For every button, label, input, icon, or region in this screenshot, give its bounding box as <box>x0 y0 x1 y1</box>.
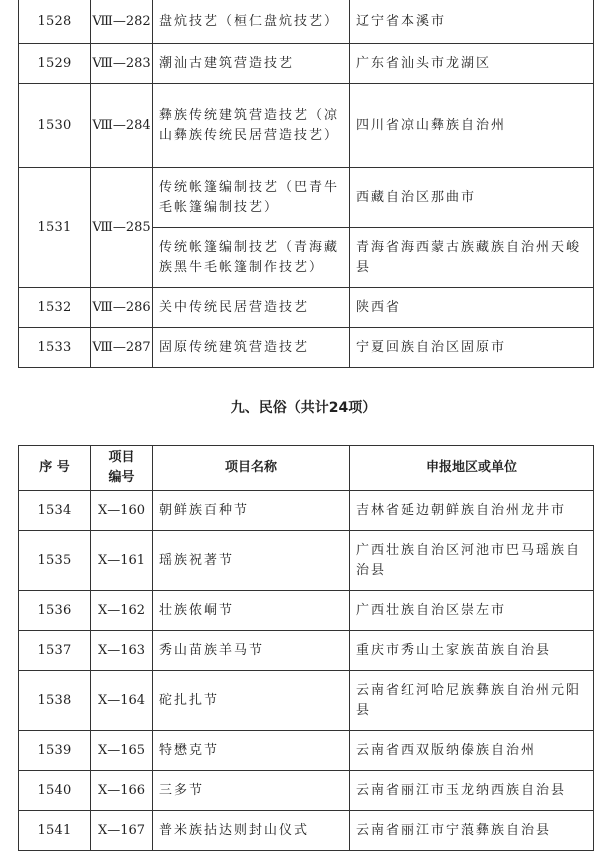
project-code: Ⅷ—283 <box>91 44 153 84</box>
table-row <box>19 631 594 671</box>
project-code: Ⅷ—286 <box>91 288 153 328</box>
declaring-region: 云南省西双版纳傣族自治州 <box>350 731 594 771</box>
project-name: 普米族拈达则封山仪式 <box>153 811 350 851</box>
declaring-region: 西藏自治区那曲市 <box>350 168 594 228</box>
table-row <box>19 84 594 168</box>
table-row <box>19 491 594 531</box>
row-number: 1531 <box>19 168 91 288</box>
project-name: 壮族侬峒节 <box>153 591 350 631</box>
declaring-region: 陕西省 <box>350 288 594 328</box>
declaring-region: 广东省汕头市龙湖区 <box>350 44 594 84</box>
project-code: Ⅷ—285 <box>91 168 153 288</box>
project-code: Ⅹ—165 <box>91 731 153 771</box>
table-row <box>19 288 594 328</box>
project-code: Ⅹ—162 <box>91 591 153 631</box>
table-row <box>19 328 594 368</box>
declaring-region: 广西壮族自治区河池市巴马瑶族自治县 <box>350 531 594 591</box>
project-name: 特懋克节 <box>153 731 350 771</box>
row-number: 1532 <box>19 288 91 328</box>
project-code: Ⅹ—167 <box>91 811 153 851</box>
project-name: 传统帐篷编制技艺（巴青牛毛帐篷编制技艺） <box>153 168 350 228</box>
project-code: Ⅹ—161 <box>91 531 153 591</box>
declaring-region: 青海省海西蒙古族藏族自治州天峻县 <box>350 228 594 288</box>
project-name: 关中传统民居营造技艺 <box>153 288 350 328</box>
project-name: 彝族传统建筑营造技艺（凉山彝族传统民居营造技艺） <box>153 84 350 168</box>
project-name: 朝鲜族百种节 <box>153 491 350 531</box>
declaring-region: 云南省丽江市宁蒗彝族自治县 <box>350 811 594 851</box>
header-number: 序 号 <box>19 446 91 491</box>
row-number: 1536 <box>19 591 91 631</box>
project-code: Ⅹ—166 <box>91 771 153 811</box>
table-row <box>19 531 594 591</box>
heritage-table-crafts <box>18 0 594 368</box>
row-number: 1539 <box>19 731 91 771</box>
header-name: 项目名称 <box>153 446 350 491</box>
table-row <box>19 771 594 811</box>
section-title: 九、民俗（共计24项） <box>230 400 377 416</box>
project-name: 三多节 <box>153 771 350 811</box>
row-number: 1541 <box>19 811 91 851</box>
project-code: Ⅷ—287 <box>91 328 153 368</box>
row-number: 1533 <box>19 328 91 368</box>
table-row <box>19 811 594 851</box>
project-name: 固原传统建筑营造技艺 <box>153 328 350 368</box>
row-number: 1540 <box>19 771 91 811</box>
table-row <box>19 44 594 84</box>
row-number: 1538 <box>19 671 91 731</box>
table-row <box>19 591 594 631</box>
project-name: 瑶族祝著节 <box>153 531 350 591</box>
project-code: Ⅹ—163 <box>91 631 153 671</box>
row-number: 1535 <box>19 531 91 591</box>
project-code: Ⅹ—164 <box>91 671 153 731</box>
project-code: Ⅹ—160 <box>91 491 153 531</box>
project-name: 秀山苗族羊马节 <box>153 631 350 671</box>
row-number: 1530 <box>19 84 91 168</box>
declaring-region: 辽宁省本溪市 <box>350 0 594 44</box>
row-number: 1529 <box>19 44 91 84</box>
declaring-region: 吉林省延边朝鲜族自治州龙井市 <box>350 491 594 531</box>
row-number: 1528 <box>19 0 91 44</box>
heritage-table-folk-customs <box>18 445 594 851</box>
header-code: 项目编号 <box>91 446 153 491</box>
table-row <box>19 671 594 731</box>
project-code: Ⅷ—284 <box>91 84 153 168</box>
table-row <box>19 0 594 44</box>
project-name: 潮汕古建筑营造技艺 <box>153 44 350 84</box>
table-row <box>19 731 594 771</box>
declaring-region: 云南省丽江市玉龙纳西族自治县 <box>350 771 594 811</box>
project-code: Ⅷ—282 <box>91 0 153 44</box>
table-row <box>19 168 594 228</box>
header-area: 申报地区或单位 <box>350 446 594 491</box>
declaring-region: 广西壮族自治区崇左市 <box>350 591 594 631</box>
row-number: 1537 <box>19 631 91 671</box>
table-header-row <box>19 446 594 491</box>
project-name: 砣扎扎节 <box>153 671 350 731</box>
project-name: 盘炕技艺（桓仁盘炕技艺） <box>153 0 350 44</box>
project-name: 传统帐篷编制技艺（青海藏族黑牛毛帐篷制作技艺） <box>153 228 350 288</box>
declaring-region: 云南省红河哈尼族彝族自治州元阳县 <box>350 671 594 731</box>
row-number: 1534 <box>19 491 91 531</box>
declaring-region: 重庆市秀山土家族苗族自治县 <box>350 631 594 671</box>
declaring-region: 宁夏回族自治区固原市 <box>350 328 594 368</box>
declaring-region: 四川省凉山彝族自治州 <box>350 84 594 168</box>
